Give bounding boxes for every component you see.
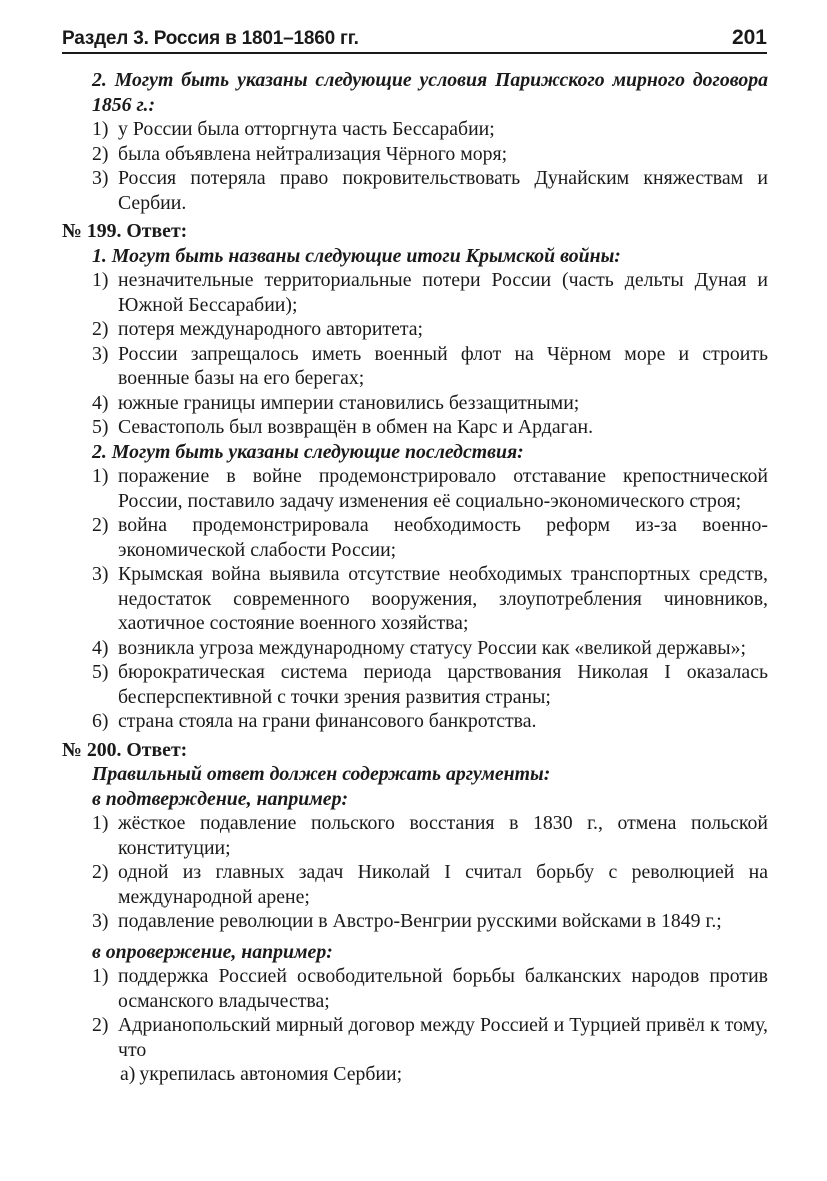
answer-200-intro: Правильный ответ должен содержать аргументы: bbox=[92, 763, 551, 785]
refute-list bbox=[62, 964, 768, 1062]
list-item: 5) Севастополь был возвращён в обмен на Карс и Ардаган. bbox=[92, 416, 594, 438]
list-item: 1) поражение в войне продемонстрировало отставание крепостнической России, поставило задачу изменения её социально-экономического строя; bbox=[92, 465, 768, 512]
list-item: 2) Адрианопольский мирный договор между Россией и Турцией привёл к тому, что bbox=[92, 1014, 768, 1061]
refute-subitem: а) укрепилась автономия Сербии; bbox=[120, 1063, 403, 1085]
confirm-label: в подтверждение, например: bbox=[92, 787, 349, 810]
list-item: 1) у России была отторгнута часть Бессарабии; bbox=[92, 118, 495, 140]
page-number: 201 bbox=[731, 26, 767, 49]
answer-199-title: № 199. Ответ: bbox=[62, 220, 188, 242]
paris-treaty-list bbox=[62, 117, 768, 215]
section-title: Раздел 3. Россия в 1801–1860 гг. bbox=[62, 28, 359, 49]
list-item: 3) подавление революции в Австро-Венгрии русскими войсками в 1849 г.; bbox=[92, 910, 722, 932]
crimean-results-heading: 1. Могут быть названы следующие итоги Крымской войны: bbox=[92, 244, 621, 267]
crimean-results-list bbox=[62, 268, 768, 440]
list-item: 5) бюрократическая система периода царствования Николая I оказалась бесперспективной с точки зрения развития страны; bbox=[92, 661, 768, 708]
page-body bbox=[62, 68, 768, 1087]
list-item: 2) была объявлена нейтрализация Чёрного моря; bbox=[92, 142, 508, 165]
list-item: 2) потеря международного авторитета; bbox=[92, 318, 424, 340]
list-item: 3) Крымская война выявила отсутствие необходимых транспортных средств, недостаток современного вооружения, злоупотребления чиновников, хаотичное состояние военного хозяйства; bbox=[92, 563, 768, 634]
list-item: 4) возникла угроза международному статусу России как «великой державы»; bbox=[92, 636, 746, 659]
list-item: 3) Россия потеряла право покровительствовать Дунайским княжествам и Сербии. bbox=[92, 167, 768, 214]
list-item: 1) жёсткое подавление польского восстания в 1830 г., отмена польской конституции; bbox=[92, 812, 768, 859]
consequences-heading: 2. Могут быть указаны следующие последствия: bbox=[92, 440, 524, 463]
list-item: 3) России запрещалось иметь военный флот на Чёрном море и строить военные базы на его берегах; bbox=[92, 342, 768, 389]
consequences-list bbox=[62, 464, 768, 734]
list-item: 4) южные границы империи становились беззащитными; bbox=[92, 391, 580, 414]
list-item: 1) поддержка Россией освободительной борьбы балканских народов против османского владычества; bbox=[92, 965, 768, 1012]
confirm-list bbox=[62, 811, 768, 934]
list-item: 2) одной из главных задач Николай I считал борьбу с революцией на международной арене; bbox=[92, 861, 768, 908]
list-item: 2) война продемонстрировала необходимость реформ из-за военно-экономической слабости России; bbox=[92, 514, 768, 561]
list-item: 6) страна стояла на грани финансового банкротства. bbox=[92, 710, 537, 732]
paris-treaty-heading: 2. Могут быть указаны следующие условия Парижского мирного договора 1856 г.: bbox=[92, 69, 768, 116]
refute-label: в опровержение, например: bbox=[92, 940, 333, 963]
list-item: 1) незначительные территориальные потери России (часть дельты Дуная и Южной Бессарабии); bbox=[92, 269, 768, 316]
answer-200-title: № 200. Ответ: bbox=[62, 738, 188, 761]
running-header bbox=[62, 26, 767, 54]
